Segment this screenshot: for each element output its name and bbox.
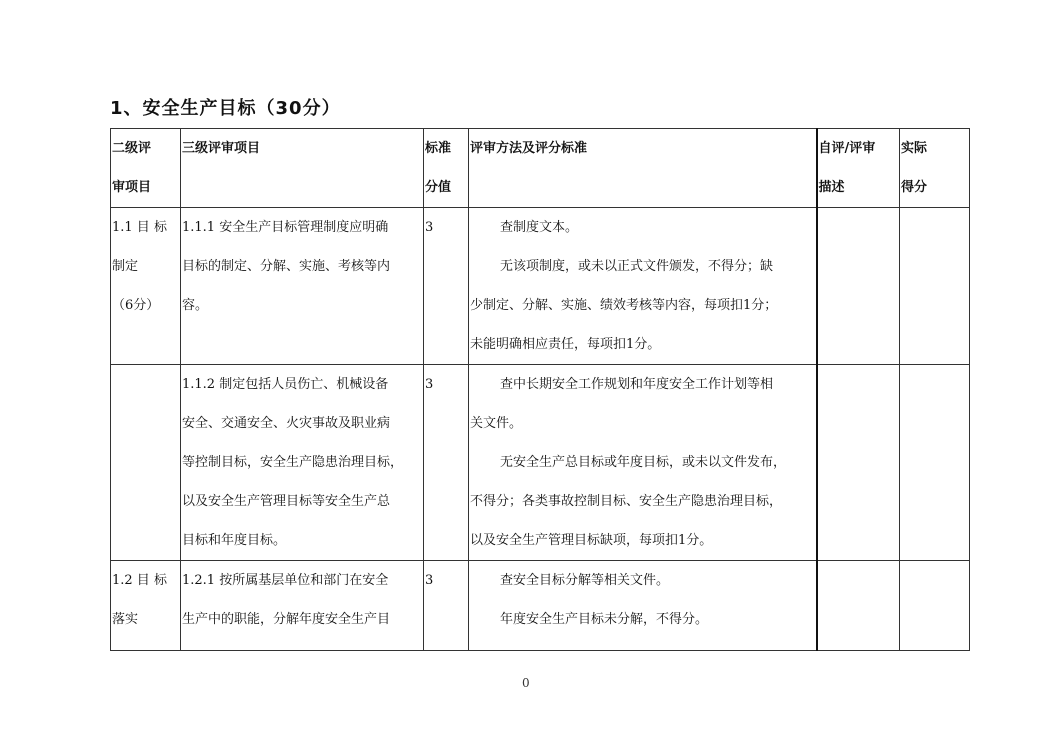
- header-text: 二级评: [112, 141, 152, 156]
- header-text: 描述: [818, 180, 845, 195]
- header-level2: [111, 129, 181, 208]
- header-text: 得分: [901, 180, 928, 195]
- header-text: 分值: [425, 180, 452, 195]
- level3-text: 生产中的职能，分解年度安全生产目: [182, 612, 391, 627]
- header-text: 实际: [901, 141, 928, 156]
- level2-item-cell: [111, 208, 181, 365]
- header-score: [424, 129, 469, 208]
- level2-item-cell: [111, 365, 181, 561]
- actual-score-cell[interactable]: [900, 365, 970, 561]
- actual-score-cell[interactable]: [900, 561, 970, 651]
- self-eval-cell[interactable]: [817, 365, 900, 561]
- level3-text: 容。: [182, 298, 209, 313]
- level3-text: 1.1.2 制定包括人员伤亡、机械设备: [182, 377, 389, 392]
- method-text: 不得分；各类事故控制目标、安全生产隐患治理目标，: [470, 494, 783, 509]
- level2-text: 制定: [112, 259, 139, 274]
- level2-text: 1.1 目 标: [112, 220, 167, 235]
- self-eval-cell[interactable]: [817, 208, 900, 365]
- level3-item-cell: [181, 365, 424, 561]
- page-number: 0: [522, 676, 530, 690]
- header-text: 评审方法及评分标准: [470, 141, 588, 156]
- standard-score: 3: [425, 377, 434, 392]
- method-text: 未能明确相应责任，每项扣1分。: [470, 337, 661, 352]
- level2-text: （6分）: [112, 298, 160, 313]
- header-text: 审项目: [112, 180, 152, 195]
- header-level3: [181, 129, 424, 208]
- method-text: 无安全生产总目标或年度目标，或未以文件发布，: [500, 455, 787, 470]
- level3-text: 目标和年度目标。: [182, 533, 287, 548]
- header-method: [469, 129, 817, 208]
- level3-item-cell: [181, 208, 424, 365]
- method-text: 查制度文本。: [500, 220, 579, 235]
- method-cell: [469, 365, 817, 561]
- method-cell: [469, 208, 817, 365]
- method-text: 无该项制度，或未以正式文件颁发，不得分；缺: [500, 259, 774, 274]
- method-cell: [469, 561, 817, 651]
- method-text: 年度安全生产目标未分解，不得分。: [500, 612, 709, 627]
- section-title: 1、安全生产目标（30分）: [110, 98, 341, 119]
- level3-text: 1.1.1 安全生产目标管理制度应明确: [182, 220, 389, 235]
- method-text: 查中长期安全工作规划和年度安全工作计划等相: [500, 377, 774, 392]
- header-actual-score: [900, 129, 970, 208]
- score-cell: [424, 561, 469, 651]
- level2-item-cell: [111, 561, 181, 651]
- method-text: 少制定、分解、实施、绩效考核等内容，每项扣1分；: [470, 298, 778, 313]
- method-text: 查安全目标分解等相关文件。: [500, 573, 670, 588]
- level3-text: 安全、交通安全、火灾事故及职业病: [182, 416, 391, 431]
- evaluation-table: [110, 128, 970, 651]
- level2-text: 落实: [112, 612, 139, 627]
- table-row: [111, 561, 970, 651]
- level3-text: 1.2.1 按所属基层单位和部门在安全: [182, 573, 389, 588]
- level3-text: 以及安全生产管理目标等安全生产总: [182, 494, 391, 509]
- standard-score: 3: [425, 573, 434, 588]
- header-text: 标准: [425, 141, 452, 156]
- header-row: [111, 129, 970, 208]
- header-text: 自评/评审: [818, 141, 876, 156]
- method-text: 以及安全生产管理目标缺项，每项扣1分。: [470, 533, 713, 548]
- level3-item-cell: [181, 561, 424, 651]
- level3-text: 目标的制定、分解、实施、考核等内: [182, 259, 391, 274]
- score-cell: [424, 208, 469, 365]
- table-row: [111, 365, 970, 561]
- actual-score-cell[interactable]: [900, 208, 970, 365]
- header-text: 三级评审项目: [182, 141, 261, 156]
- header-self-eval: [817, 129, 900, 208]
- level3-text: 等控制目标，安全生产隐患治理目标，: [182, 455, 404, 470]
- level2-text: 1.2 目 标: [112, 573, 167, 588]
- self-eval-cell[interactable]: [817, 561, 900, 651]
- score-cell: [424, 365, 469, 561]
- table-row: [111, 208, 970, 365]
- standard-score: 3: [425, 220, 434, 235]
- method-text: 关文件。: [470, 416, 523, 431]
